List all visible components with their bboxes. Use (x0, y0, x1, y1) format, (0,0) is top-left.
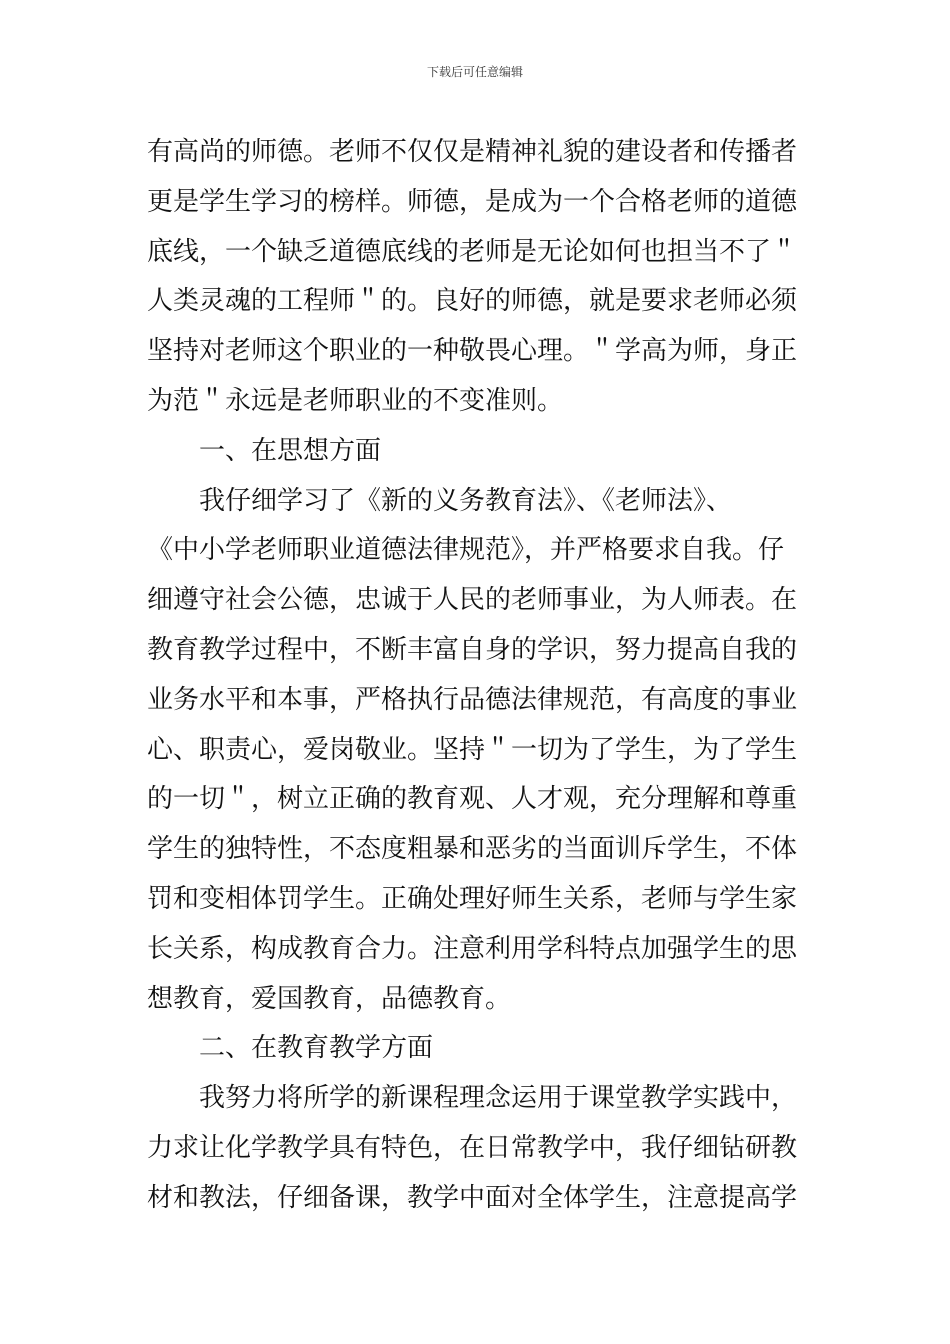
text-line: 学生的独特性，不态度粗暴和恶劣的当面训斥学生，不体 (147, 834, 798, 865)
text-line: 教育教学过程中，不断丰富自身的学识，努力提高自我的 (147, 634, 798, 665)
text-line: 的一切＂，树立正确的教育观、人才观，充分理解和尊重 (147, 784, 798, 815)
text-line: 为范＂永远是老师职业的不变准则。 (147, 385, 564, 416)
text-line: 细遵守社会公德，忠诚于人民的老师事业，为人师表。在 (147, 585, 798, 616)
section-heading: 二、在教育教学方面 (147, 1033, 434, 1064)
text-line: 心、职责心，爱岗敬业。坚持＂一切为了学生，为了学生 (147, 734, 798, 765)
text-line: 罚和变相体罚学生。正确处理好师生关系，老师与学生家 (147, 883, 798, 914)
text-line: 人类灵魂的工程师＂的。良好的师德，就是要求老师必须 (147, 286, 798, 317)
document-body (147, 128, 807, 1224)
text-line: 业务水平和本事，严格执行品德法律规范，有高度的事业 (147, 684, 798, 715)
text-line: 想教育，爱国教育，品德教育。 (147, 983, 512, 1014)
text-line: 我努力将所学的新课程理念运用于课堂教学实践中， (147, 1083, 798, 1114)
section-heading: 一、在思想方面 (147, 435, 382, 466)
text-line: 《中小学老师职业道德法律规范》，并严格要求自我。仔 (147, 535, 785, 566)
text-line: 材和教法，仔细备课，教学中面对全体学生，注意提高学 (147, 1182, 798, 1213)
text-line: 我仔细学习了《新的义务教育法》、《老师法》、 (147, 485, 733, 516)
text-line: 力求让化学教学具有特色，在日常教学中，我仔细钻研教 (147, 1132, 798, 1163)
text-line: 长关系，构成教育合力。注意利用学科特点加强学生的思 (147, 933, 798, 964)
page-header-note: 下载后可任意编辑 (426, 65, 523, 79)
text-line: 更是学生学习的榜样。师德，是成为一个合格老师的道德 (147, 186, 798, 217)
text-line: 有高尚的师德。老师不仅仅是精神礼貌的建设者和传播者 (147, 137, 798, 167)
text-line: 坚持对老师这个职业的一种敬畏心理。＂学高为师，身正 (147, 336, 798, 367)
text-line: 底线，一个缺乏道德底线的老师是无论如何也担当不了＂ (147, 236, 798, 267)
